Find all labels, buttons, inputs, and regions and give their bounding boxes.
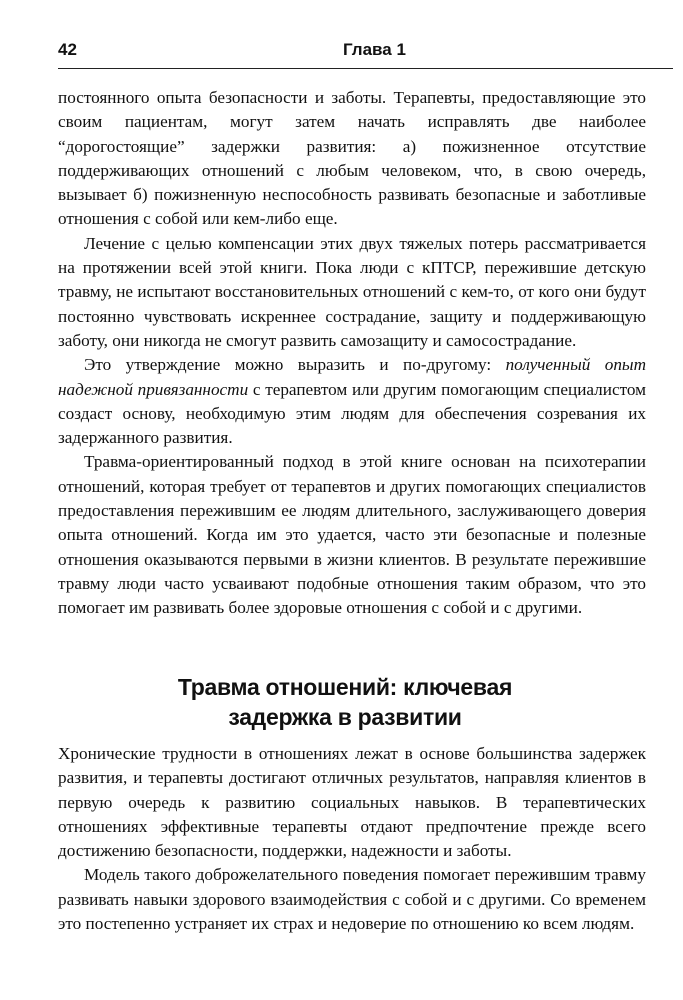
section-paragraph-1: Хронические трудности в отношениях лежат в основе большинства задержек развития, и терапевты достигают отличных результатов, направляя клиентов в первую очередь к развитию социальных навыков. В терапевтических отношениях эффективные терапевты отдают предпочтение прежде всего достижению безопасности, поддержки, надежности и заботы. (58, 744, 646, 861)
section-heading (120, 672, 570, 732)
paragraph-1: постоянного опыта безопасности и заботы. Терапевты, предоставляющие это своим пациентам, могут затем начать исправлять две наиболее “дорогостоящие” задержки развития: а) пожизненное отсутствие поддерживающих отношений с любым человеком, что, в свою очередь, вызывает б) пожизненную неспособность развивать безопасные и заботливые отношения с собой или кем-либо еще. (58, 88, 646, 229)
paragraph-4: Травма-ориентированный подход в этой книге основан на психотерапии отношений, которая требует от терапевтов и других помогающих специалистов предоставления пережившим ее людям длительного, заслуживающего доверия опыта отношений. Когда им это удается, часто эти безопасные и полезные отношения оказываются первыми в жизни клиентов. В результате пережившие травму люди часто усваивают подобные отношения таким образом, что это помогает им развивать более здоровые отношения с собой и с другими. (58, 452, 646, 618)
paragraph-3-italic: полученный опыт надежной привязанности (58, 355, 646, 399)
section-heading-line-2: задержка в развитии (228, 704, 462, 730)
chapter-title: Глава 1 (343, 40, 406, 59)
header-rule (58, 68, 673, 69)
paragraph-3 (58, 353, 646, 450)
body-text (58, 86, 646, 621)
section-heading-line-1: Травма отношений: ключевая (177, 674, 513, 700)
paragraph-3-start: Это утверждение можно выразить и по-другому: (84, 355, 506, 375)
page-number: 42 (58, 40, 77, 59)
running-header (58, 38, 668, 62)
section-body-text (58, 742, 646, 936)
paragraph-3-end: с терапевтом или другим помогающим специалистом создаст основу, необходимую этим людям для обеспечения созревания их задержанного развития. (58, 379, 647, 448)
section-paragraph-2: Модель такого доброжелательного поведения помогает пережившим травму развивать навыки здорового взаимодействия с собой и с другими. Со временем это постепенно устраняет их страх и недоверие по отношению ко всем людям. (58, 865, 646, 934)
paragraph-2: Лечение с целью компенсации этих двух тяжелых потерь рассматривается на протяжении всей этой книги. Пока люди с кПТСР, пережившие детскую травму, не испытают восстановительных отношений с кем-то, от кого они будут постоянно чувствовать искреннее сострадание, защиту и поддерживающую заботу, они никогда не смогут развить самозащиту и самосострадание. (58, 233, 646, 350)
